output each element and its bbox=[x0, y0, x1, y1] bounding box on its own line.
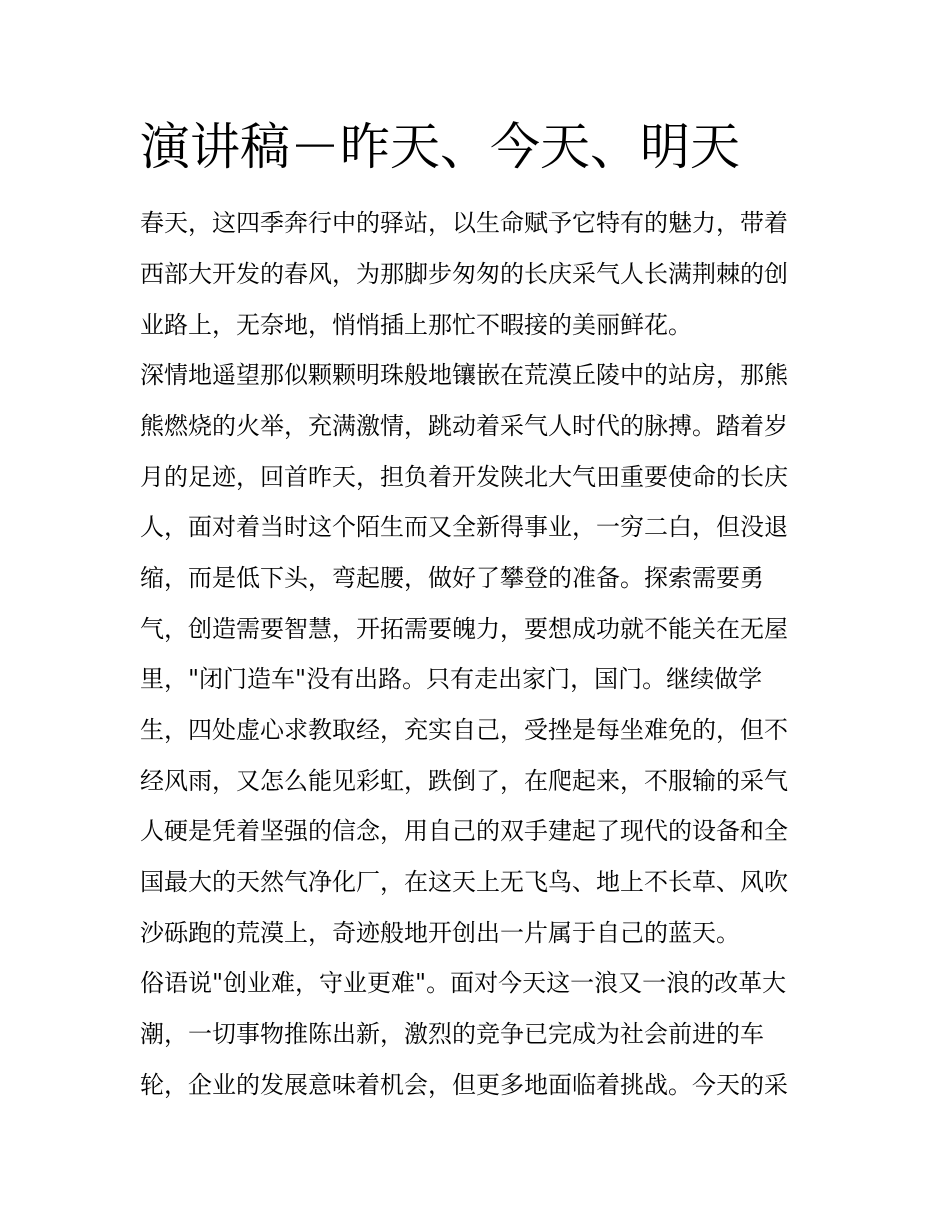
text-line: 春天，这四季奔行中的驿站，以生命赋予它特有的魅力，带着 bbox=[140, 209, 788, 237]
text-line: 西部大开发的春风，为那脚步匆匆的长庆采气人长满荆棘的创 bbox=[140, 260, 788, 288]
text-line: 经风雨，又怎么能见彩虹，跌倒了，在爬起来，不服输的采气 bbox=[140, 767, 788, 795]
text-line: 潮，一切事物推陈出新，激烈的竞争已完成为社会前进的车 bbox=[140, 1020, 764, 1048]
text-line: 生，四处虚心求教取经，充实自己，受挫是每坐难免的，但不 bbox=[140, 716, 788, 744]
text-line: 缩，而是低下头，弯起腰，做好了攀登的准备。探索需要勇 bbox=[140, 564, 764, 592]
text-line: 沙砾跑的荒漠上，奇迹般地开创出一片属于自己的蓝天。 bbox=[140, 919, 740, 947]
page-title: 演讲稿－昨天、今天、明天 bbox=[140, 118, 740, 176]
text-line: 深情地遥望那似颗颗明珠般地镶嵌在荒漠丘陵中的站房，那熊 bbox=[140, 361, 788, 389]
text-line: 月的足迹，回首昨天，担负着开发陕北大气田重要使命的长庆 bbox=[140, 463, 788, 491]
text-line: 熊燃烧的火举，充满激情，跳动着采气人时代的脉搏。踏着岁 bbox=[140, 412, 788, 440]
text-line: 国最大的天然气净化厂，在这天上无飞鸟、地上不长草、风吹 bbox=[140, 868, 788, 896]
text-line: 气，创造需要智慧，开拓需要魄力，要想成功就不能关在无屋 bbox=[140, 615, 788, 643]
text-line: 人硬是凭着坚强的信念，用自己的双手建起了现代的设备和全 bbox=[140, 817, 788, 845]
text-line: 里，"闭门造车"没有出路。只有走出家门，国门。继续做学 bbox=[140, 665, 763, 693]
text-line: 轮，企业的发展意味着机会，但更多地面临着挑战。今天的采 bbox=[140, 1071, 788, 1099]
text-line: 人，面对着当时这个陌生而又全新得事业，一穷二白，但没退 bbox=[140, 513, 788, 541]
text-line: 俗语说"创业难，守业更难"。面对今天这一浪又一浪的改革大 bbox=[140, 969, 787, 997]
text-line: 业路上，无奈地，悄悄插上那忙不暇接的美丽鲜花。 bbox=[140, 311, 692, 339]
